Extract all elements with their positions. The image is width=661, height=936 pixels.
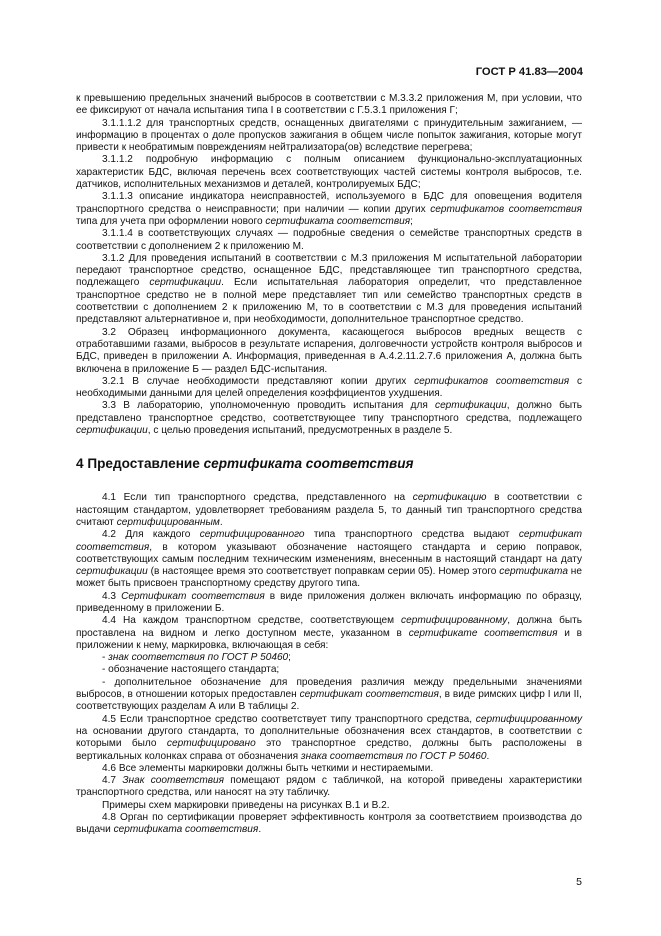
text: помещают рядом с табличкой, на которой приведены характеристики транспортного средства, или наносят на эту табличку. [76,775,582,799]
emphasis: сертификации [149,277,222,289]
page-body [76,93,582,837]
text: 3.2.1 В случае необходимости представляют копии других [102,375,415,387]
text: типа транспортного средства выдают [304,529,519,541]
paragraph-3-3 [76,400,582,437]
list-item [76,677,582,714]
emphasis: сертификатов соответствия [430,203,582,215]
paragraph-3-1-1-1-2: 3.1.1.1.2 для транспортных средств, оснащенных двигателями с принудительным зажиганием, — информацию в процентах о доле пропусков зажигания в общем числе попыток зажигания, которые могут привести к необратимым повреждениям нейтрализатора(ов) вследствие перегрева; [76,117,582,154]
text: с необходимыми данными для целей определения коэффициентов ухудшения. [76,375,583,400]
text: . [219,516,223,528]
emphasis: сертифицировано [166,738,256,750]
text: 4.3 [102,590,122,602]
emphasis: сертификата соответствия [113,824,259,836]
paragraph-3-1-1-4: 3.1.1.4 в соответствующих случаях — подробные сведения о семействе транспортных средств в соответствии с дополнением 2 к приложению М. [76,228,582,252]
text: на основании другого стандарта, то дополнительные обозначения всех стандартов, в соответствии с которыми было [76,725,582,750]
text: 3.1.2 Для проведения испытаний в соответствии с М.3 приложения М испытательной лаборатории передают транспортное средство, оснащенное БДС, представляющее тип транспортного средства, подлежащего [76,252,582,289]
text: . [486,750,490,762]
text: в соответствии с настоящим стандартом, удовлетворяет требованиям раздела 5, то данный тип транспортного средства считают [76,492,582,528]
paragraph-continuation: к превышению предельных значений выбросов в соответствии с М.3.3.2 приложения М, при условии, что ее фиксируют от начала испытания типа I в соответствии с Г.5.3.1 приложения Г; [76,93,582,117]
text: , в котором указывают обозначение настоящего стандарта и серию поправок, соответствующих самым последним техническим изменениям, внесенным в настоящий стандарт на дату [76,541,582,565]
text: 4.4 На каждом транспортном средстве, соответствующем [102,615,402,627]
paragraph-4-4 [76,615,582,652]
list-item [76,652,582,664]
text: - [102,652,109,664]
paragraph-3-1-2 [76,253,582,327]
text: , должна быть проставлена на видном и легко доступном месте, указанном в [76,615,582,639]
text: 3.3 В лабораторию, уполномоченную проводить испытания для [102,400,436,412]
paragraph-3-2: 3.2 Образец информационного документа, касающегося выбросов вредных веществ с отработавшими газами, выбросов в результате испарения, долговечности устройств контроля выбросов и БДС, приведен в приложении А. Информация, приведенная в А.4.2.11.2.7.6 приложения А, должна быть включена в приложение Б — раздел БДС-испытания. [76,326,582,375]
emphasis: сертификата соответствия [265,215,411,227]
paragraph-4-6: 4.6 Все элементы маркировки должны быть четкими и нестираемыми. [102,762,434,774]
text: . Если испытательная лаборатория определит, что представленное транспортное средство не в полной мере представляет тип или семейство транспортных средств в соответствии с дополнением 2 к приложению М, то в соответствии с М.3 для проведения испытаний представляют альтернативное и, при необходимости, дополнительное транспортное средство. [76,277,583,326]
paragraph-4-2 [76,529,582,590]
text: в виде приложения должен включать информацию по образцу, приведенному в приложении Б. [76,590,582,614]
heading-text: 4 Предоставление [76,456,204,472]
paragraph-4-7 [76,775,582,800]
text: не может быть присвоен транспортному средству другого типа. [76,566,582,590]
page-number: 5 [576,876,582,888]
section-4-heading [76,456,582,472]
text: 4.8 Орган по сертификации проверяет эффективность контроля за соответствием производства до выдачи [76,812,582,836]
heading-emphasis: сертификата соответствия [203,456,414,472]
text: 4.2 Для каждого [102,529,200,541]
text: 3.1.1.3 описание индикатора неисправностей, используемого в БДС для оповещения водителя транспортного средства о неисправности; при наличии — копии других [76,191,582,215]
paragraph-4-1 [76,492,582,529]
text: , в виде римских цифр I или II, соответствующих разделам А или В таблицы 2. [76,689,582,713]
paragraph-4-8 [76,812,582,837]
emphasis: сертифицированному [401,615,508,627]
text: ; [288,652,291,664]
text: 4.5 Если транспортное средство соответствует типу транспортного средства, [102,713,476,725]
paragraph-3-1-1-3 [76,191,582,228]
text: , должно быть представлено транспортное средство, соответствующее типу транспортного средства, подлежащего [76,400,582,424]
paragraph-4-5 [76,714,582,763]
paragraph-4-3 [76,591,582,616]
text: , с целью проведения испытаний, предусмотренных в разделе 5. [147,425,453,437]
standard-designation: ГОСТ Р 41.83—2004 [475,66,583,78]
paragraph-3-1-1-2: 3.1.1.2 подробную информацию с полным описанием функционально-эксплуатационных характеристик БДС, включая перечень всех соответствующих частей системы контроля выбросов, т.е. датчиков, исполнительных механизмов и деталей, контролируемых БДС; [76,154,582,191]
emphasis: сертификацию [412,492,487,504]
emphasis: сертификата [499,566,568,578]
emphasis: сертификатов соответствия [414,375,570,387]
paragraph-4-7-examples: Примеры схем маркировки приведены на рисунках В.1 и В.2. [102,799,390,811]
text: (в настоящее время это соответствует поправкам серии 05). Номер этого [147,566,500,578]
text: - дополнительное обозначение для проведения различия между предельными значениями выбросов, в отношении которых предоставлен [76,676,582,701]
text: типа для учета при оформлении нового [76,215,266,227]
emphasis: Знак соответствия [122,775,225,787]
text: ; [410,215,413,227]
text: 4.1 Если тип транспортного средства, представленного на [102,492,413,504]
emphasis: сертификат соответствия [299,689,439,701]
emphasis: сертифицированному [475,713,582,725]
emphasis: сертифицированным [116,516,220,528]
emphasis: сертификации [76,425,148,437]
emphasis: Сертификат соответствия [121,590,265,602]
emphasis: знака соответствия по ГОСТ Р 50460 [300,750,487,762]
text: . [258,824,262,836]
emphasis: сертификат соответствия [76,529,582,553]
emphasis: сертификате соответствия [408,627,558,639]
emphasis: сертификации [435,400,507,412]
text: 4.7 [102,775,123,787]
emphasis: сертификации [76,566,148,578]
emphasis: знак соответствия по ГОСТ Р 50460 [108,652,289,664]
paragraph-3-2-1 [76,376,582,401]
list-item: - обозначение настоящего стандарта; [102,664,280,676]
text: и в приложении к нему, маркировка, включающая в себя: [76,627,582,651]
emphasis: сертифицированного [199,529,305,541]
text: это транспортное средство, должны быть расположены в вертикальных колонках справа от обозначения [76,738,582,762]
